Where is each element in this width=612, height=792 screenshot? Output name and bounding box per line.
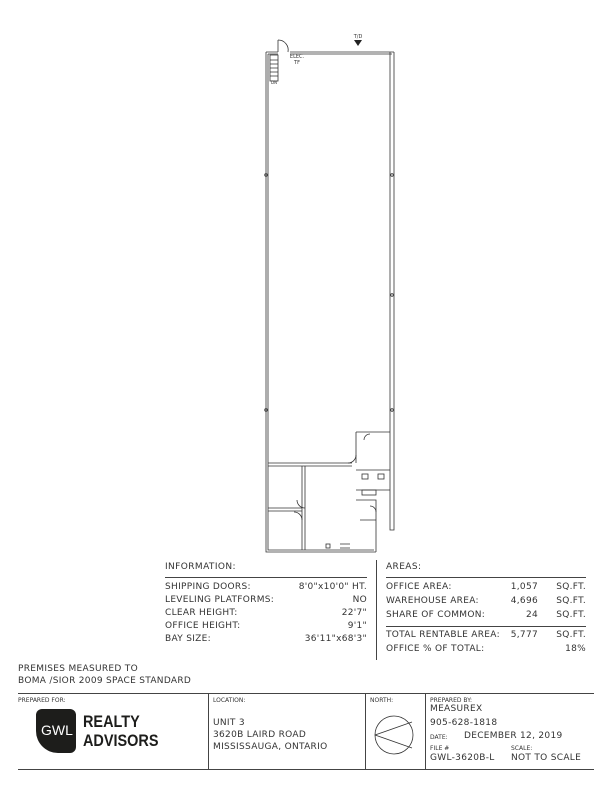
- info-row: OFFICE HEIGHT: 9'1": [165, 621, 367, 631]
- label-elec: ELEC.: [289, 54, 305, 60]
- plan-core: [356, 432, 390, 552]
- plan-east-wall: [390, 52, 394, 530]
- file-number: GWL-3620B-L: [430, 753, 495, 763]
- td-arrow: [354, 40, 362, 46]
- plan-office-walls: [268, 463, 352, 550]
- areas-header: AREAS:: [386, 562, 422, 572]
- phone: 905-628-1818: [430, 718, 498, 728]
- location-line2: 3620B LAIRD ROAD: [213, 730, 307, 740]
- label-td: T/D: [353, 34, 363, 40]
- info-row: CLEAR HEIGHT: 22'7": [165, 608, 367, 618]
- location-label: LOCATION:: [213, 697, 246, 704]
- label-tf: TF: [294, 60, 300, 66]
- office-pct-row: OFFICE % OF TOTAL: 18%: [386, 644, 586, 654]
- gwl-logo-mark: GWL: [36, 709, 76, 753]
- north-label: NORTH:: [370, 697, 394, 704]
- plan-door-swing-stair: [278, 40, 288, 52]
- area-row: OFFICE AREA: 1,057 SQ.FT.: [386, 582, 586, 592]
- plan-north-wall: [266, 52, 394, 54]
- area-total-row: TOTAL RENTABLE AREA: 5,777 SQ.FT.: [386, 630, 586, 640]
- areas-table: [386, 562, 586, 662]
- area-row: WAREHOUSE AREA: 4,696 SQ.FT.: [386, 596, 586, 606]
- info-row: LEVELING PLATFORMS: NO: [165, 595, 367, 605]
- info-row: BAY SIZE: 36'11"x68'3": [165, 634, 367, 644]
- location-line3: MISSISSAUGA, ONTARIO: [213, 742, 328, 752]
- date: DECEMBER 12, 2019: [464, 731, 563, 741]
- plan-outer-wall: [266, 52, 376, 552]
- prepared-for-label: PREPARED FOR:: [18, 697, 66, 704]
- information-header: INFORMATION:: [165, 562, 236, 572]
- date-label: DATE:: [430, 734, 448, 741]
- scale-label: SCALE:: [511, 745, 533, 752]
- area-row: SHARE OF COMMON: 24 SQ.FT.: [386, 610, 586, 620]
- premises-line1: PREMISES MEASURED TO: [18, 664, 138, 674]
- label-dn: DN: [270, 80, 278, 85]
- prepared-by: MEASUREX: [430, 704, 483, 714]
- logo-wordmark: REALTY ADVISORS: [83, 712, 159, 750]
- prepared-by-label: PREPARED BY:: [430, 697, 473, 704]
- location-line1: UNIT 3: [213, 718, 245, 728]
- information-table: [165, 562, 367, 662]
- info-row: SHIPPING DOORS: 8'0"x10'0" HT.: [165, 582, 367, 592]
- premises-line2: BOMA /SIOR 2009 SPACE STANDARD: [18, 676, 192, 686]
- north-arrow-icon: [368, 712, 420, 758]
- file-label: FILE #: [430, 745, 450, 752]
- scale: NOT TO SCALE: [511, 753, 582, 763]
